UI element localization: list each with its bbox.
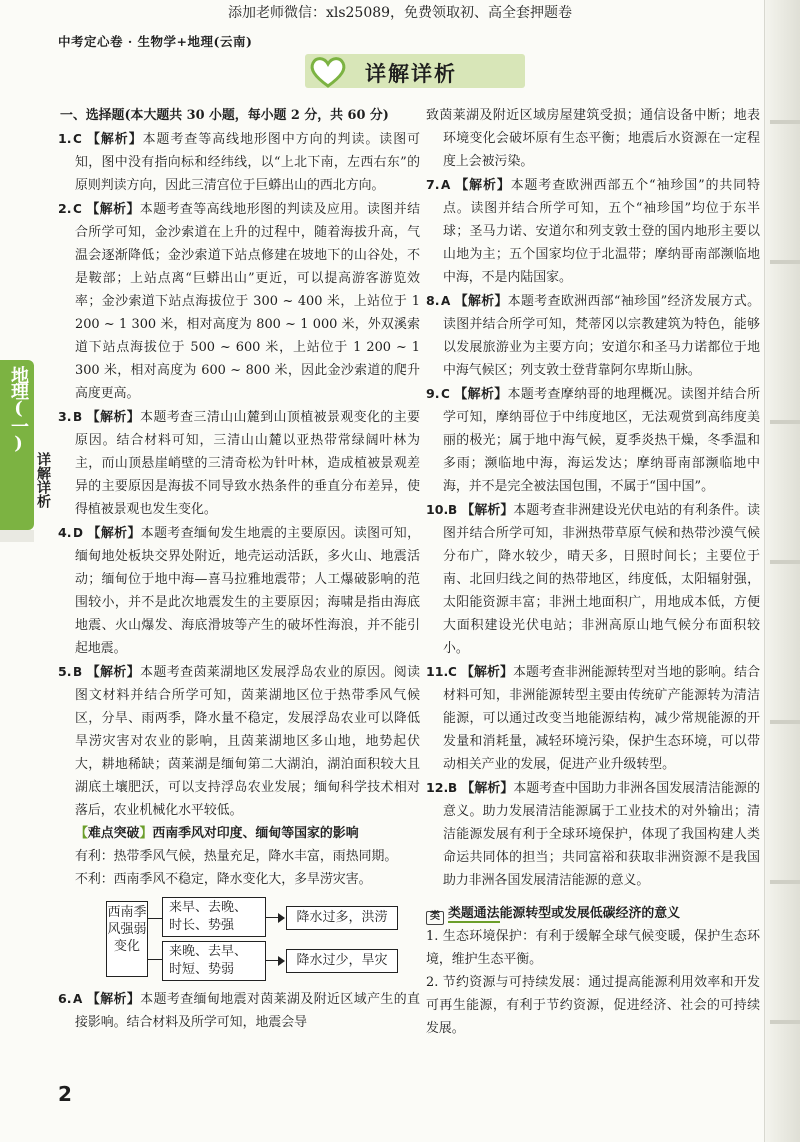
diagram-cause-strong: 来早、去晚、时长、势强: [162, 897, 266, 937]
method-box: [426, 902, 760, 1040]
left-column: [58, 104, 420, 1034]
difficulty-label: 难点突破: [87, 826, 140, 841]
question-7: 7.A 【解析】本题考查欧洲西部五个“袖珍国”的共同特点。读图并结合所学可知，五个“袖珍国”均位于东半球；圣马力诺、安道尔和列支敦士登的国内地形主要以山地为主；五个国家均位于北温带；摩纳哥南部濒临地中海，不是内陆国家。: [426, 177, 760, 285]
difficulty-line-con: 不利：西南季风不稳定，降水变化大，多旱涝灾害。: [75, 872, 372, 887]
difficulty-heading: 西南季风对印度、缅甸等国家的影响: [152, 826, 359, 841]
question-3: 3.B 【解析】本题考查三清山山麓到山顶植被景观变化的主要原因。结合材料可知，三清山山麓以亚热带常绿阔叶林为主，而山顶悬崖峭壁的三清奇松为针叶林，造成植被景观差异的主要原因是海拔不同导致水热条件的垂直分布差异，使得植被景观也发生变化。: [58, 409, 421, 517]
question-1: 1.C 【解析】本题考查等高线地形图中方向的判读。读图可知，图中没有指向标和经纬线，以“上北下南，左西右东”的原则判读方向，因此三清宫位于巨蟒出山的西北方向。: [58, 131, 421, 193]
right-question-list: [426, 173, 760, 892]
method-heading: 能源转型或发展低碳经济的意义: [499, 906, 681, 921]
method-title: [426, 902, 760, 925]
header-title: 中考定心卷 · 生物学+地理(云南): [58, 34, 253, 49]
diagram-effect-drought: 降水过少，旱灾: [286, 949, 398, 973]
section-title: 一、选择题(本大题共 30 小题，每小题 2 分，共 60 分): [60, 108, 389, 123]
question-11: 11.C 【解析】本题考查非洲能源转型对当地的影响。结合材料可知，非洲能源转型主要由传统矿产能源转为清洁能源，可以通过改变当地能源结构，减少常规能源的开发量和消耗量，减轻环境污染，保护生态环境，可以带动相关产业的发展，促进产业升级转型。: [426, 664, 760, 772]
question-10: 10.B 【解析】本题考查非洲建设光伏电站的有利条件。读图并结合所学可知，非洲热带草原气候和热带沙漠气候分布广，降水较少，晴天多，日照时间长；主要位于南、北回归线之间的热带地区，纬度低，太阳辐射强，太阳能资源丰富；非洲土地面积广，用地成本低，方便大面积建设光伏电站；非洲高原山地气候分布面积较小。: [426, 502, 761, 656]
method-item: 1. 生态环境保护：有利于缓解全球气候变暖，保护生态环境，维护生态平衡。: [426, 929, 760, 967]
question-2: 2.C 【解析】本题考查等高线地形图的判读及应用。读图并结合所学可知，金沙索道在上升的过程中，随着海拔升高，气温会逐渐降低；金沙索道下站点修建在坡地下的山谷处，不是鞍部；上站点离“巨蟒出山”更近，可以提高游客游览效率；金沙索道下站点海拔位于 300 ~ 400 米，上站位于 1 200 ~ 1 300 米，相对高度为 800 ~ 1 000 米，外双溪索道下站点海拔位于 500 ~ 600 米，上站位于 1 200 ~ 1 300 米，相对高度为 600 ~ 800 米，因此金沙索道的爬升高度更高。: [58, 201, 420, 401]
question-6-continued: 致茵莱湖及附近区域房屋建筑受损；通信设备中断；地表环境变化会破坏原有生态平衡；地震后水资源在一定程度上会被污染。: [426, 108, 760, 169]
side-tab-chapter: 地理(一): [8, 366, 29, 452]
difficulty-line-pro: 有利：热带季风气候，热量充足，降水丰富，雨热同期。: [75, 849, 398, 864]
method-icon: 类: [426, 911, 444, 925]
question-6: 6.A 【解析】本题考查缅甸地震对茵莱湖及附近区域产生的直接影响。结合材料及所学可知，地震会导: [58, 991, 420, 1030]
left-question-list: [58, 127, 420, 822]
page-heading: 详解详析: [365, 62, 457, 86]
monsoon-diagram: [106, 897, 402, 981]
difficulty-title: 【难点突破】西南季风对印度、缅甸等国家的影响: [75, 826, 359, 841]
question-8: 8.A 【解析】本题考查欧洲西部“袖珍国”经济发展方式。读图并结合所学可知，梵蒂冈以宗教建筑为特色，能够以发展旅游业为主要方向；安道尔和圣马力诺都位于地中海气候区；列支敦士登背靠阿尔卑斯山脉。: [426, 293, 760, 378]
method-label: 类题通法: [448, 906, 500, 921]
watermark-text: 添加老师微信：xls25089，免费领取初、高全套押题卷: [227, 5, 573, 21]
question-9: 9.C 【解析】本题考查摩纳哥的地理概况。读图并结合所学可知，摩纳哥位于中纬度地区，无法观赏到高纬度美丽的极光；属于地中海气候，夏季炎热干燥，冬季温和多雨；濒临地中海，海运发达；摩纳哥南部濒临地中海，并不是完全被法国包围，不属于“国中国”。: [426, 386, 760, 494]
side-tab-label: 详解详析: [35, 452, 51, 508]
diagram-root: 西南季风强弱变化: [106, 901, 148, 977]
method-item: 2. 节约资源与可持续发展：通过提高能源利用效率和开发可再生能源，有利于节约资源，促进经济、社会的可持续发展。: [426, 975, 760, 1036]
page-number: 2: [58, 1082, 72, 1106]
page-edges: [764, 0, 800, 1142]
question-5: 5.B 【解析】本题考查茵莱湖地区发展浮岛农业的原因。阅读图文材料并结合所学可知，茵莱湖地区位于热带季风气候区，分旱、雨两季，降水量不稳定，发展浮岛农业可以降低旱涝灾害对农业的影响，且茵莱湖地区多山地，地势起伏大，耕地稀缺；茵莱湖是缅甸第二大湖泊，湖泊面积较大且湖底土壤肥沃，可以支持浮岛农业发展；缅甸科学技术相对落后，农业机械化水平较低。: [58, 664, 421, 818]
heart-icon: [308, 52, 348, 92]
question-4: 4.D 【解析】本题考查缅甸发生地震的主要原因。读图可知，缅甸地处板块交界处附近，地壳运动活跃，多火山、地震活动；缅甸位于地中海—喜马拉雅地震带；人工爆破影响的范围较小，并不是此次地震发生的主要原因；海啸是指由海底地震、火山爆发、海底滑坡等产生的破坏性海浪，并不能引起地震。: [58, 525, 421, 656]
diagram-effect-flood: 降水过多，洪涝: [286, 906, 398, 930]
difficulty-box: [58, 822, 420, 891]
right-column: [426, 104, 760, 1040]
question-12: 12.B 【解析】本题考查中国助力非洲各国发展清洁能源的意义。助力发展清洁能源属于工业技术的对外输出；清洁能源发展有利于全球环境保护，体现了我国构建人类命运共同体的担当；共同富裕和获取非洲资源不是我国助力非洲各国发展清洁能源的意义。: [426, 780, 761, 888]
diagram-cause-weak: 来晚、去早、时短、势弱: [162, 941, 266, 981]
side-tab-strip: [0, 530, 34, 542]
